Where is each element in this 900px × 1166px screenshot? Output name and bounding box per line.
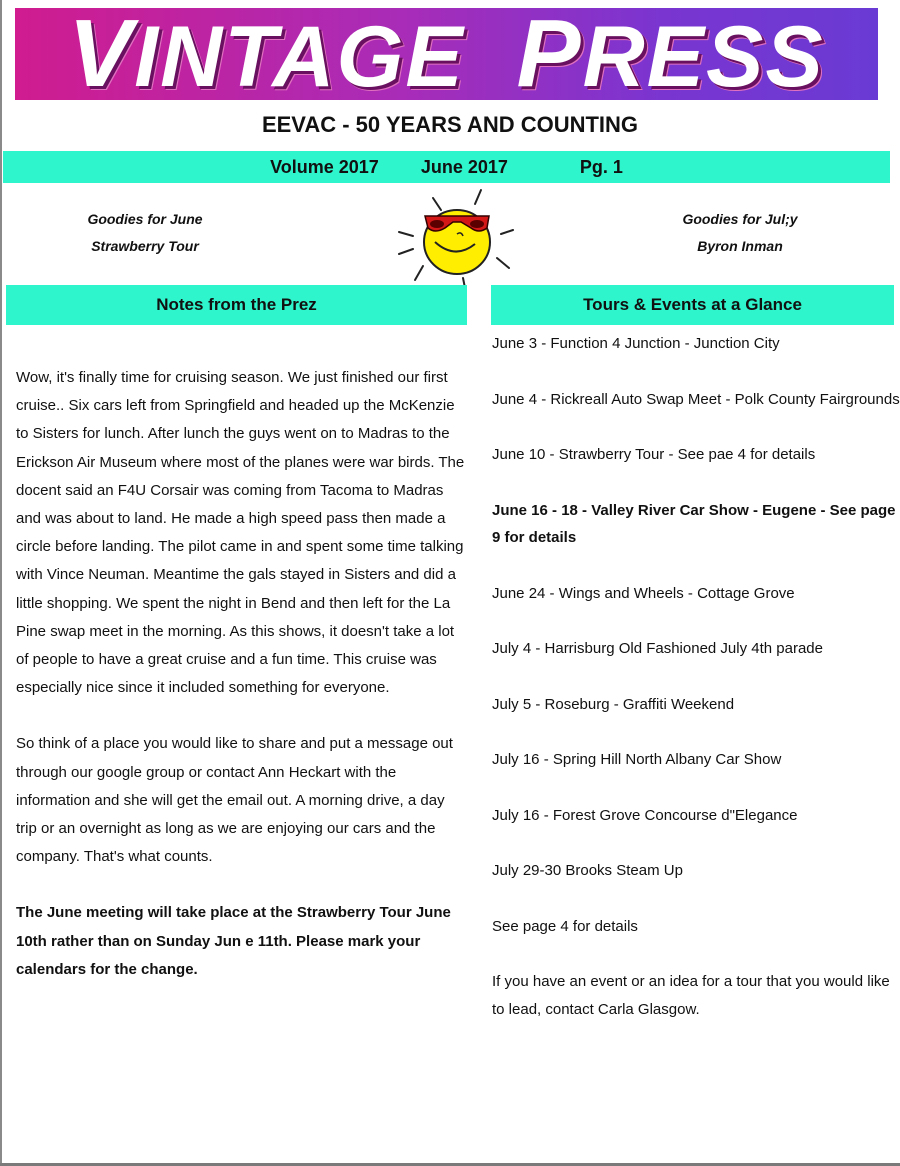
event-item: June 4 - Rickreall Auto Swap Meet - Polk County Fairgrounds — [492, 390, 900, 408]
issue-date: June 2017 — [420, 156, 508, 177]
masthead-initial-v: V — [68, 8, 135, 100]
masthead-title — [68, 8, 825, 100]
tours-events-header: Tours & Events at a Glance — [491, 285, 894, 325]
sun-with-sunglasses-icon — [395, 188, 520, 290]
events-contact-note: If you have an event or an idea for a tour that you would like to lead, contact Carla Glasgow. — [492, 973, 890, 1018]
events-list — [492, 330, 900, 1051]
event-item: June 3 - Function 4 Junction - Junction City — [492, 335, 780, 352]
issue-page-number: Pg. 1 — [579, 156, 623, 177]
page-border-left — [0, 0, 2, 1166]
masthead-word-press: RESS — [582, 9, 825, 100]
goodies-july-source: Byron Inman — [697, 238, 783, 254]
event-item: July 29-30 Brooks Steam Up — [492, 862, 683, 879]
prez-paragraph: Wow, it's finally time for cruising season. We just finished our first cruise.. Six cars left from Springfield and headed up the McKenzie to Sisters for lunch. After lunch the guys went on to Madras to the Erickson Air Museum where most of the planes were war birds. The docent said an F4U Corsair was coming from Tacoma to Madras and was about to land. He made a high speed pass then made a circle before landing. The pilot came in and spent some time talking with Vince Neuman. Meantime the gals stayed in Sisters and did a little shopping. We spent the night in Bend and then left for the La Pine swap meet in the morning. As this shows, it doesn't take a lot of people to have a great cruise and a fun time. This cruise was especially nice since it included something for everyone. — [16, 369, 465, 697]
masthead-banner — [15, 8, 878, 100]
masthead-initial-p: P — [516, 8, 583, 100]
event-item: July 16 - Forest Grove Concourse d"Elegance — [492, 806, 798, 824]
issue-info-bar — [3, 151, 890, 183]
meeting-notice: The June meeting will take place at the Strawberry Tour June 10th rather than on Sunday Jun e 11th. Please mark your calendars for the change. — [16, 904, 451, 978]
event-item: July 4 - Harrisburg Old Fashioned July 4th parade — [492, 640, 823, 657]
event-item: June 24 - Wings and Wheels - Cottage Grove — [492, 584, 795, 602]
goodies-july-title: Goodies for Jul;y — [682, 211, 798, 227]
notes-from-prez-header: Notes from the Prez — [6, 285, 467, 325]
event-item: July 16 - Spring Hill North Albany Car Show — [492, 751, 782, 768]
event-item: See page 4 for details — [492, 917, 638, 935]
masthead-word-vintage: INTAGE — [134, 9, 465, 100]
prez-paragraph: So think of a place you would like to share and put a message out through our google group or contact Ann Heckart with the information and she will get the email out. A morning drive, a day trip or an overnight as long as we are enjoying our cars and the company. That's what counts. — [16, 735, 453, 866]
goodies-june — [60, 206, 230, 260]
goodies-june-title: Goodies for June — [87, 211, 203, 227]
newsletter-subtitle: EEVAC - 50 YEARS AND COUNTING — [261, 112, 639, 137]
event-item: July 5 - Roseburg - Graffiti Weekend — [492, 695, 735, 713]
goodies-june-source: Strawberry Tour — [91, 238, 199, 254]
event-item: June 16 - 18 - Valley River Car Show - Eugene - See page 9 for details — [492, 501, 896, 546]
event-item: June 10 - Strawberry Tour - See pae 4 for details — [492, 446, 816, 463]
goodies-july — [650, 206, 830, 260]
issue-volume: Volume 2017 — [270, 156, 379, 177]
prez-notes-article — [16, 364, 468, 1012]
